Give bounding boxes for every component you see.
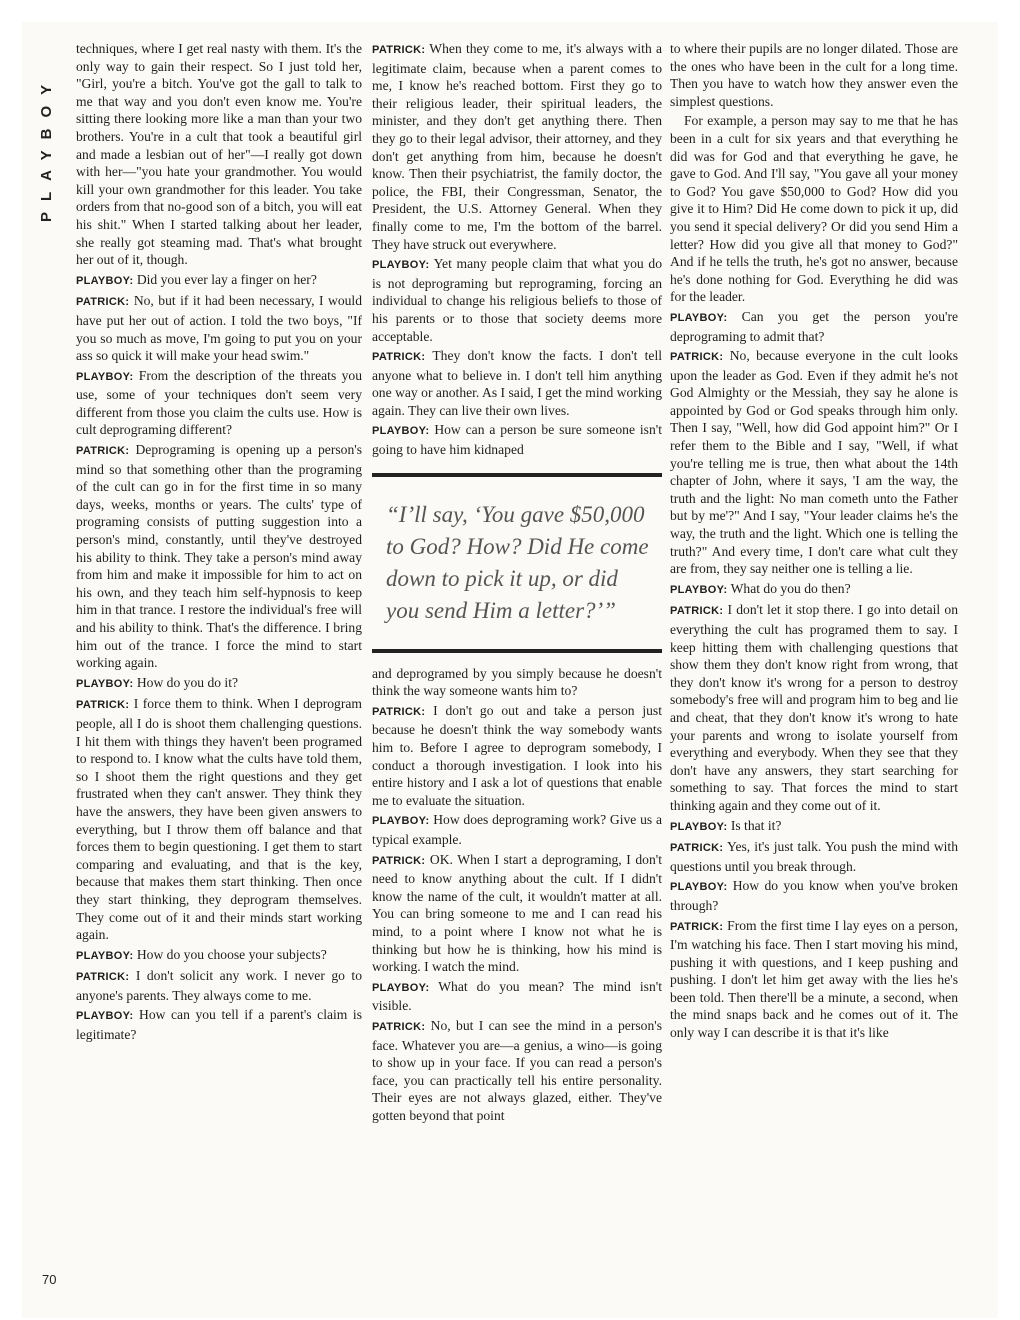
- paragraph: [76, 695, 362, 943]
- speaker-label: PLAYBOY:: [372, 259, 430, 272]
- paragraph-text: They don't know the facts. I don't tell anyone what to believe in. I don't tell him anything one way or another. As I said, I get the mind working again. They can live their own lives.: [372, 348, 663, 418]
- paragraph-text: From the first time I lay eyes on a person, I'm watching his face. Then I start moving his mind, pushing it with questions, and I keep pushing and pushing. I don't let him get away with the lies he's been told. Then there'll be a minute, a second, when the mind snaps back and he comes out of it. The only way I can describe it is that it's like: [670, 917, 959, 1041]
- speaker-label: PLAYBOY:: [372, 981, 430, 994]
- paragraph: [372, 347, 662, 419]
- paragraph-text: techniques, where I get real nasty with them. It's the only way to gain their respect. So I just told her, "Girl, you're a bitch. You've got the gall to talk to me that way and you don't even know me. You're sitting there looking more like a man than your two brothers. You're in a cult that took a beautiful girl and made a lesbian out of her"—I really got down with her—"you hate your grandmother. You would kill your own grandmother for this leader. You take orders from that no-good son of a bitch, you will eat his shit." When I started talking about her leader, she really got steaming mad. That's what brought her out of it, though.: [76, 41, 362, 268]
- column-2-top: [372, 40, 662, 459]
- speaker-label: PATRICK:: [372, 44, 426, 56]
- paragraph: [76, 674, 362, 694]
- speaker-label: PATRICK:: [372, 854, 426, 867]
- speaker-label: PATRICK:: [76, 296, 130, 309]
- speaker-label: PATRICK:: [670, 842, 724, 855]
- paragraph-text: Yet many people claim that what you do is not deprograming but reprograming, forcing an individual to change his religious beliefs to those of his parents or to those that society deems more acceptable.: [372, 256, 662, 344]
- paragraph: [372, 811, 662, 848]
- magazine-page: [22, 22, 998, 1318]
- paragraph: [670, 877, 958, 914]
- masthead: PLAYBOY: [38, 73, 55, 222]
- column-2: [372, 40, 662, 1127]
- paragraph: [670, 112, 958, 306]
- speaker-label: PLAYBOY:: [76, 1010, 134, 1023]
- speaker-label: PATRICK:: [76, 699, 130, 712]
- paragraph: [372, 421, 662, 458]
- paragraph: [76, 367, 362, 439]
- paragraph: [372, 851, 662, 976]
- speaker-label: PLAYBOY:: [76, 370, 134, 383]
- paragraph: [670, 817, 958, 837]
- column-3: [670, 40, 958, 1044]
- pull-quote-box: [372, 473, 662, 653]
- speaker-label: PLAYBOY:: [76, 949, 134, 962]
- paragraph-text: and deprogramed by you simply because he doesn't think the way someone wants him to?: [372, 665, 662, 699]
- speaker-label: PATRICK:: [670, 605, 724, 618]
- paragraph-text: How can a person be sure someone isn't going to have him kidnaped: [372, 422, 662, 458]
- paragraph: [76, 946, 362, 966]
- paragraph: [372, 40, 662, 253]
- speaker-label: PATRICK:: [372, 705, 426, 718]
- paragraph: [670, 838, 958, 875]
- paragraph-text: How do you know when you've broken through?: [670, 878, 958, 913]
- speaker-label: PATRICK:: [670, 920, 724, 933]
- speaker-label: PATRICK:: [670, 351, 724, 364]
- paragraph-text: Is that it?: [730, 817, 782, 833]
- paragraph-text: I don't solicit any work. I never go to anyone's parents. They always come to me.: [76, 968, 362, 1003]
- paragraph-text: For example, a person may say to me that he has been in a cult for six years and that everything he did was for God and that everything he gave, he gave to God. And I'll say, "You gave all your money to God? You gave $50,000 to God? How did you give it to Him? Did He come down to pick it up, did you send it special delivery? Or did you send Him a letter? How did you give all that money to God?" And if he tells the truth, he's got no answer, because he's done nothing for God. Everything he did was for the leader.: [670, 113, 958, 305]
- paragraph-text: No, because everyone in the cult looks upon the leader as God. Even if they admit he's not God Almighty or the Messiah, they say he alone is appointed by God or God speaks through him only. Then I say, "Well, how did God appoint him?" Or I refer them to the Bible and I say, "Well, if what you're telling me is true, then what about the 14th chapter of John, where it says, 'I am the way, the truth and the light: No man cometh unto the Father but by me'?" And I say, "Your leader claims he's the way, the truth and the light. Which one is telling the truth?" And every time, I don't care what cult they are from, they say neither one is telling a lie.: [670, 348, 958, 577]
- speaker-label: PLAYBOY:: [372, 425, 430, 438]
- paragraph-text: Can you get the person you're deprograming to admit that?: [670, 308, 959, 344]
- paragraph: [76, 292, 362, 364]
- column-1: [76, 40, 362, 1046]
- paragraph-text: I force them to think. When I deprogram people, all I do is shoot them challenging questions. I hit them with things they haven't been programed to respond to. I know what the cults have told them, so I shoot them the right questions and they get frustrated when they can't answer. They think they have the answers, they have been given answers to everything, but I throw them off balance and that forces them to begin questioning. I get them to start comparing and evaluating, and that is the key, because that makes them start thinking. Then once they start thinking, they deprogram themselves. They come out of it and their minds start working again.: [76, 696, 362, 943]
- speaker-label: PLAYBOY:: [76, 677, 134, 690]
- paragraph: [670, 601, 958, 814]
- paragraph: [76, 967, 362, 1004]
- paragraph-text: What do you mean? The mind isn't visible.: [372, 978, 662, 1014]
- paragraph-text: No, but if it had been necessary, I would have put her out of action. I told the two boys, "If you so much as move, I'm going to put you on your ass so quick it will make your head swim.": [76, 293, 363, 364]
- paragraph: [76, 1006, 362, 1043]
- paragraph: [670, 347, 958, 578]
- speaker-label: PATRICK:: [76, 971, 130, 984]
- paragraph: [372, 255, 662, 345]
- paragraph: [670, 917, 958, 1042]
- paragraph-text: How do you choose your subjects?: [136, 946, 327, 962]
- paragraph-text: When they come to me, it's always with a legitimate claim, because when a parent comes to me, I know he's reached bottom. First they go to their religious leader, their spiritual leaders, the minister, and they don't get anything there. Then they go to their legal advisor, their attorney, and they don't get anything from him, because he doesn't know. Then their psychiatrist, the family doctor, the police, the FBI, their Congressman, Senator, the President, the U.S. Attorney General. When they finally come to me, I'm the bottom of the barrel. They have struck out everywhere.: [372, 41, 662, 252]
- speaker-label: PLAYBOY:: [76, 274, 134, 287]
- speaker-label: PATRICK:: [372, 351, 426, 364]
- speaker-label: PLAYBOY:: [670, 583, 728, 596]
- speaker-label: PLAYBOY:: [670, 820, 728, 833]
- paragraph-text: to where their pupils are no longer dilated. Those are the ones who have been in the cult for a long time. Then you have to watch how they answer even the simplest questions.: [670, 41, 958, 109]
- speaker-label: PATRICK:: [76, 445, 130, 458]
- paragraph-text: I don't let it stop there. I go into detail on everything the cult has programed them to say. I keep hitting them with challenging questions that show them they don't know right from wrong, that they don't know it's wrong for a person to destroy somebody's free will and program him to beg and lie and cheat, that they don't know it's wrong to hate your parents and wrong to isolate yourself from everything and everybody. When they see that they don't have any answers, they start searching for something to say. That forces the mind to start thinking again and they come out of it.: [670, 602, 958, 813]
- paragraph-text: What do you do then?: [730, 580, 851, 596]
- paragraph: [372, 978, 662, 1015]
- paragraph-text: Did you ever lay a finger on her?: [136, 271, 317, 287]
- paragraph: [372, 665, 662, 700]
- paragraph: [670, 308, 958, 345]
- paragraph-text: How do you do it?: [136, 674, 239, 690]
- paragraph: [670, 40, 958, 110]
- paragraph-text: OK. When I start a deprograming, I don't need to know anything about the cult. If I didn't know the name of the cult, it wouldn't matter at all. You can bring someone to me and I can read his mind, to a point where I know not what he is thinking but how he is thinking, how his mind is working. I watch the mind.: [372, 851, 662, 975]
- page-number: 70: [42, 1272, 57, 1287]
- pull-quote: “I’ll say, ‘You gave $50,000 to God? How? Did He come down to pick it up, or did you send Him a letter?’”: [386, 501, 649, 623]
- paragraph-text: I don't go out and take a person just because he doesn't think the way somebody wants him to. Before I agree to deprogram somebody, I conduct a thorough investigation. I look into his entire history and I ask a lot of questions that enable me to evaluate the situation.: [372, 702, 662, 808]
- paragraph-text: From the description of the threats you use, some of your techniques don't seem very different from those you claim the cults use. How is cult deprograming different?: [76, 367, 362, 438]
- paragraph-text: How does deprograming work? Give us a typical example.: [372, 812, 662, 847]
- paragraph-text: Deprograming is opening up a person's mind so that something other than the programing of the cult can go in for the first time in so many days, weeks, months or years. The cults' type of programing consists of putting suggestion into a person's mind, constantly, until they've destroyed his ability to think. They take a person's mind away from him and make it impossible for him to act on his own, and they teach him self-hypnosis to keep him in that trance. I restore the individual's free will and his ability to think. That's the difference. I bring him out of the trance. I force the mind to start working again.: [76, 442, 362, 671]
- speaker-label: PLAYBOY:: [670, 311, 728, 324]
- paragraph: [76, 40, 362, 269]
- paragraph: [76, 271, 362, 291]
- speaker-label: PLAYBOY:: [372, 815, 430, 828]
- speaker-label: PATRICK:: [372, 1020, 426, 1033]
- paragraph-text: How can you tell if a parent's claim is legitimate?: [76, 1007, 362, 1043]
- paragraph: [76, 441, 362, 672]
- paragraph-text: Yes, it's just talk. You push the mind with questions until you break through.: [670, 839, 958, 874]
- paragraph: [670, 580, 958, 600]
- column-2-bottom: [372, 665, 662, 1125]
- paragraph: [372, 702, 662, 810]
- speaker-label: PLAYBOY:: [670, 881, 728, 894]
- paragraph-text: No, but I can see the mind in a person's face. Whatever you are—a genius, a wino—is going to show up in your face. If you can read a person's face, you can practically tell his entire personality. Their eyes are not always glazed, either. They've gotten beyond that point: [372, 1017, 662, 1123]
- paragraph: [372, 1017, 662, 1125]
